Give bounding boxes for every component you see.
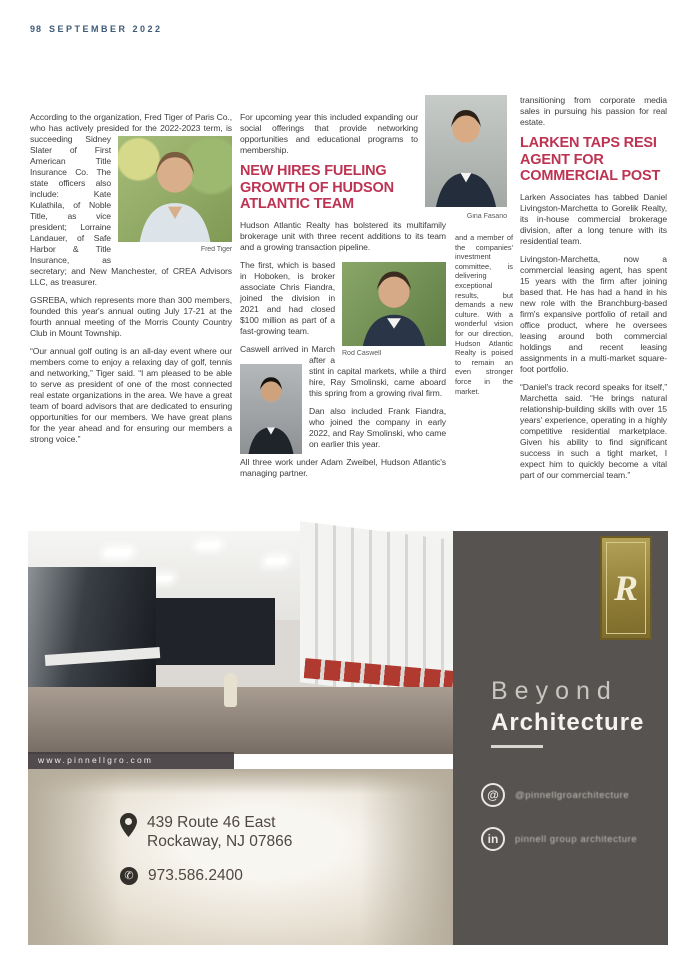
article-paragraph: “Our annual golf outing is an all-day event where our members come to enjoy a relaxing day of golf, tennis and networking,” Tiger said. “I am pleased to be able to serve as president of one of the most connected real estate organizations in the area. We have a great team of board advisors that are dedicated to ensuring opportunities for our members. We have great plans for the year ahead and for ensuring our members a strong voice.” bbox=[30, 346, 232, 444]
page-number: 98 bbox=[30, 24, 43, 34]
article-headline-hudson: NEW HIRES FUELING GROWTH OF HUDSON ATLANTIC TEAM bbox=[240, 163, 394, 212]
ad-contact-block bbox=[120, 813, 292, 885]
photo-caption: Fred Tiger bbox=[200, 246, 232, 253]
ad-address-row bbox=[120, 813, 292, 851]
article-paragraph: All three work under Adam Zweibel, Hudson Atlantic's managing partner. bbox=[240, 456, 446, 478]
photo-floor bbox=[28, 687, 453, 754]
gold-logo-inner-border bbox=[606, 542, 646, 634]
ceiling-light bbox=[103, 549, 131, 556]
article-paragraph: For upcoming year this included expanding our social offerings that provide networking opportunities and educational programs to membership. bbox=[240, 112, 418, 155]
article-paragraph: transitioning from corporate media sales in pursuing his passion for real estate. bbox=[520, 95, 667, 127]
article-paragraph: Livingston-Marchetta, now a commercial leasing agent, has spent 15 years with the firm after joining based that. He has had a hand in his new role with the Branchburg-based firm's expansive portfolio of retail and office product, where he oversees leasing around both commercial holdings and recent leasing assignments in a multi-market square-foot portfolio. bbox=[520, 253, 667, 374]
ad-phone-number: 973.586.2400 bbox=[148, 867, 243, 884]
ad-instagram-row bbox=[481, 783, 629, 807]
article-paragraph: Larken Associates has tabbed Daniel Livingston-Marchetta to Gorelik Realty, its in-house commercial brokerage division, after a long tenure with its residential team. bbox=[520, 191, 667, 246]
phone-icon: ✆ bbox=[120, 867, 138, 885]
ad-address bbox=[147, 813, 292, 851]
article-column-left bbox=[30, 112, 232, 452]
ad-branding-panel bbox=[453, 531, 668, 945]
ceiling-light bbox=[265, 558, 287, 564]
ad-instagram-handle: @pinnellgroarchitecture bbox=[515, 789, 630, 801]
article-continuation-strip: and a member of the companies' investment committee, is delivering exceptional results, but demands a new culture. With a wonderful vision for our direction, Hudson Atlantic Realty is poised to remain an even stronger force in the market. bbox=[455, 233, 513, 396]
article-paragraph: Dan also included Frank Fiandra, who joined the company in early 2022, and Ray Smolinski, who came on earlier this year. bbox=[309, 405, 446, 449]
photo-caption: Rod Caswell bbox=[342, 349, 382, 357]
person-silhouette bbox=[118, 136, 232, 242]
linkedin-icon: in bbox=[481, 827, 505, 851]
location-pin-icon bbox=[120, 813, 137, 837]
gold-logo-badge bbox=[600, 536, 652, 640]
headshot-photo-fred-tiger bbox=[118, 136, 232, 242]
article-paragraph: Caswell arrived in March after a stint in capital markets, while a third hire, Ray Smolinski, came aboard this spring from a growing rival firm. bbox=[240, 343, 446, 398]
article-paragraph: The first, which is based in Hoboken, is broker associate Chris Fiandra, joined the division in 2021 and had closed $100 million as part of a fast-growing team. bbox=[240, 259, 335, 336]
logo-letter: R bbox=[613, 568, 638, 608]
headshot-photo-gina-fasano bbox=[425, 95, 507, 207]
article-headline-larken: LARKEN TAPS RESI AGENT FOR COMMERCIAL POST bbox=[520, 135, 661, 184]
article-column-right bbox=[520, 95, 667, 488]
photo-shading bbox=[360, 769, 454, 945]
ad-linkedin-handle: pinnell group architecture bbox=[515, 833, 638, 845]
page-header bbox=[30, 24, 163, 34]
ad-linkedin-row bbox=[481, 827, 637, 851]
advertisement bbox=[28, 531, 668, 945]
ad-hallway-photo bbox=[28, 769, 453, 945]
article-paragraph: According to the organization, Fred Tiger of Paris Co., who has actively presided for the 2022-2023 term, is Fred Tiger succeeding Sidney Slater of First American Title Insurance Co. The state officers also include: Kate Kulathila, of Noble Title, as vice president; Lorraine Landauer, of Safe Harbor & Title Insurance, as secretary; and New Manchester, of CREA Advisors LLC, as treasurer. bbox=[30, 112, 232, 287]
ceiling-light bbox=[197, 542, 221, 548]
instagram-icon: @ bbox=[481, 783, 505, 807]
ad-office-interior-photo bbox=[28, 531, 453, 765]
photo-shading bbox=[28, 769, 122, 945]
photo-caption: Gina Fasano bbox=[466, 213, 507, 220]
ad-website-url: www.pinnellgro.com bbox=[38, 755, 154, 765]
person-silhouette bbox=[425, 95, 507, 207]
issue-date: SEPTEMBER 2022 bbox=[49, 24, 163, 34]
photo-back-wall bbox=[143, 598, 275, 665]
article-column-middle bbox=[240, 112, 446, 486]
article-paragraph: GSREBA, which represents more than 300 members, founded this year's annual outing July 17-21 at the fourth annual meeting of the Morris County Country Club in Mount Township. bbox=[30, 295, 232, 338]
tagline-underline bbox=[491, 745, 543, 748]
ad-tagline-architecture: Architecture bbox=[491, 709, 645, 736]
headshot-figure bbox=[118, 136, 232, 254]
ad-phone-row bbox=[120, 867, 292, 885]
photo-figure bbox=[224, 673, 237, 707]
ad-tagline-beyond: Beyond bbox=[491, 677, 618, 705]
ceiling-light bbox=[155, 576, 173, 581]
ad-address-line2: Rockaway, NJ 07866 bbox=[147, 833, 293, 850]
ad-website-bar bbox=[28, 752, 234, 769]
article-paragraph: “Daniel's track record speaks for itself,” Marchetta said. “He brings natural relationship-building skills with over 15 years' experience, operating in a highly competitive residential marketplace. Given his ability to find significant success in such a tight market, I expect him to quickly become a vital part of our commercial team.” bbox=[520, 381, 667, 480]
article-paragraph: Hudson Atlantic Realty has bolstered its multifamily brokerage unit with three recent additions to its team and a growing transaction pipeline. bbox=[240, 219, 446, 252]
ad-address-line1: 439 Route 46 East bbox=[147, 814, 276, 831]
